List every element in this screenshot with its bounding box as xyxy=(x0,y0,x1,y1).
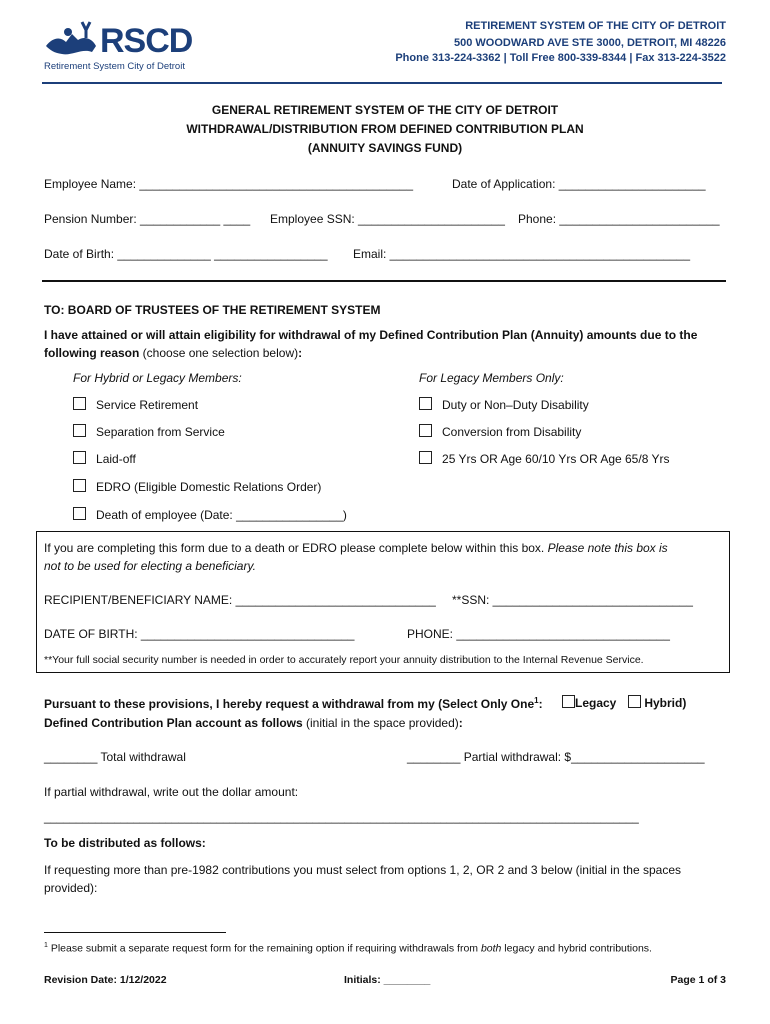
initials-field[interactable]: Initials: ________ xyxy=(344,974,431,986)
recipient-dob-field[interactable]: DATE OF BIRTH: ________________________________ xyxy=(44,627,355,641)
ssn-note: **Your full social security number is needed in order to accurately report your annuity distribution to the Internal Revenue Service. xyxy=(44,654,644,666)
box-intro-line-1 xyxy=(44,541,668,555)
legacy-checkbox[interactable] xyxy=(562,695,575,708)
option-conversion-disability[interactable] xyxy=(419,424,581,439)
hybrid-legacy-heading: For Hybrid or Legacy Members: xyxy=(73,371,242,385)
revision-date: Revision Date: 1/12/2022 xyxy=(44,974,167,986)
option-label: Death of employee (Date: ________________) xyxy=(96,508,347,522)
title-line-3: (ANNUITY SAVINGS FUND) xyxy=(307,141,463,155)
section-divider xyxy=(42,280,726,282)
date-of-birth-field[interactable]: Date of Birth: ______________ _________________ xyxy=(44,247,328,261)
hybrid-label: Hybrid) xyxy=(644,696,687,710)
logo-text: RSCD xyxy=(100,22,193,60)
eligibility-instruction: (choose one selection below) xyxy=(139,346,299,360)
employee-ssn-field[interactable]: Employee SSN: ______________________ xyxy=(270,212,505,226)
recipient-phone-field[interactable]: PHONE: ________________________________ xyxy=(407,627,670,641)
partial-withdrawal-field[interactable]: ________ Partial withdrawal: $____________________ xyxy=(407,750,705,764)
footnote-emphasis: both xyxy=(480,942,502,955)
option-label: EDRO (Eligible Domestic Relations Order) xyxy=(96,480,322,494)
request-account-label: Defined Contribution Plan account as follows xyxy=(44,716,303,730)
logo-subtitle: Retirement System City of Detroit xyxy=(44,61,185,72)
employee-name-field[interactable]: Employee Name: _________________________________________ xyxy=(44,177,413,191)
request-line-2 xyxy=(44,716,463,730)
eligibility-line-2 xyxy=(44,346,302,360)
checkbox[interactable] xyxy=(73,451,86,464)
option-edro[interactable] xyxy=(73,479,321,494)
option-death[interactable] xyxy=(73,507,347,522)
email-field[interactable]: Email: _____________________________________________ xyxy=(353,247,690,261)
request-instruction: (initial in the space provided) xyxy=(302,716,459,730)
option-separation[interactable] xyxy=(73,424,225,439)
request-colon-2: : xyxy=(458,716,463,730)
hybrid-checkbox[interactable] xyxy=(628,695,641,708)
checkbox[interactable] xyxy=(73,507,86,520)
date-of-application-field[interactable]: Date of Application: ______________________ xyxy=(452,177,706,191)
footnote-mark: 1 xyxy=(534,696,539,705)
request-line-1 xyxy=(44,696,543,711)
page-number: Page 1 of 3 xyxy=(670,974,726,986)
title-line-2: WITHDRAWAL/DISTRIBUTION FROM DEFINED CONTRIBUTION PLAN xyxy=(186,122,584,136)
eligibility-colon: : xyxy=(298,346,303,360)
footnote-divider xyxy=(44,932,226,933)
checkbox[interactable] xyxy=(73,479,86,492)
write-out-label: If partial withdrawal, write out the dollar amount: xyxy=(44,785,299,799)
checkbox[interactable] xyxy=(73,397,86,410)
option-label: 25 Yrs OR Age 60/10 Yrs OR Age 65/8 Yrs xyxy=(442,452,670,466)
legacy-option[interactable] xyxy=(562,695,616,710)
footnote-text: Please submit a separate request form for the remaining option if requiring withdrawals from xyxy=(50,942,481,955)
footnote-number: 1 xyxy=(44,942,48,949)
title-line-1: GENERAL RETIREMENT SYSTEM OF THE CITY OF DETROIT xyxy=(211,103,559,117)
pre1982-line-2: provided): xyxy=(44,881,98,895)
total-withdrawal-field[interactable]: ________ Total withdrawal xyxy=(44,750,186,764)
header-line-3: Phone 313-224-3362 | Toll Free 800-339-8344 | Fax 313-224-3522 xyxy=(395,52,726,64)
distribution-heading: To be distributed as follows: xyxy=(44,836,206,850)
header-line-2: 500 WOODWARD AVE STE 3000, DETROIT, MI 48226 xyxy=(453,37,726,49)
pre1982-line-1: If requesting more than pre-1982 contributions you must select from options 1, 2, OR 2 and 3 below (initial in the spaces xyxy=(44,863,682,877)
write-out-field[interactable]: _____________________________________________________________________________________________ xyxy=(44,812,639,824)
recipient-name-field[interactable]: RECIPIENT/BENEFICIARY NAME: ______________________________ xyxy=(44,593,436,607)
pension-number-field[interactable]: Pension Number: ____________ ____ xyxy=(44,212,251,226)
option-duty-disability[interactable] xyxy=(419,397,589,412)
hybrid-option[interactable] xyxy=(628,695,686,710)
box-intro-note: Please note this box is xyxy=(547,541,668,555)
option-label: Conversion from Disability xyxy=(442,425,582,439)
box-intro: If you are completing this form due to a death or EDRO please complete below within this box. xyxy=(44,541,545,555)
phone-field[interactable]: Phone: ________________________ xyxy=(518,212,720,226)
checkbox[interactable] xyxy=(419,424,432,437)
option-label: Separation from Service xyxy=(96,425,225,439)
recipient-ssn-field[interactable]: **SSN: ______________________________ xyxy=(452,593,693,607)
checkbox[interactable] xyxy=(419,397,432,410)
footnote xyxy=(44,942,652,955)
legacy-only-heading: For Legacy Members Only: xyxy=(419,371,564,385)
checkbox[interactable] xyxy=(73,424,86,437)
legacy-label: Legacy xyxy=(575,696,617,710)
box-intro-line-2: not to be used for electing a beneficiary. xyxy=(44,559,256,573)
header-line-1: RETIREMENT SYSTEM OF THE CITY OF DETROIT xyxy=(465,20,726,32)
option-25-years[interactable] xyxy=(419,451,669,466)
footnote-text-end: legacy and hybrid contributions. xyxy=(501,942,652,955)
option-label: Duty or Non–Duty Disability xyxy=(442,398,589,412)
board-heading: TO: BOARD OF TRUSTEES OF THE RETIREMENT SYSTEM xyxy=(44,303,381,317)
eligibility-reason-label: following reason xyxy=(44,346,140,360)
checkbox[interactable] xyxy=(419,451,432,464)
option-label: Laid-off xyxy=(96,452,136,466)
option-label: Service Retirement xyxy=(96,398,199,412)
detroit-emblem-icon xyxy=(42,16,100,64)
option-laid-off[interactable] xyxy=(73,451,136,466)
option-service-retirement[interactable] xyxy=(73,397,198,412)
request-colon: : xyxy=(538,697,543,711)
eligibility-line-1: I have attained or will attain eligibility for withdrawal of my Defined Contribution Plan (Annuity) amounts due to the xyxy=(44,328,698,342)
request-text: Pursuant to these provisions, I hereby request a withdrawal from my (Select Only One xyxy=(44,697,535,711)
header-divider xyxy=(42,82,722,84)
logo xyxy=(42,16,212,76)
